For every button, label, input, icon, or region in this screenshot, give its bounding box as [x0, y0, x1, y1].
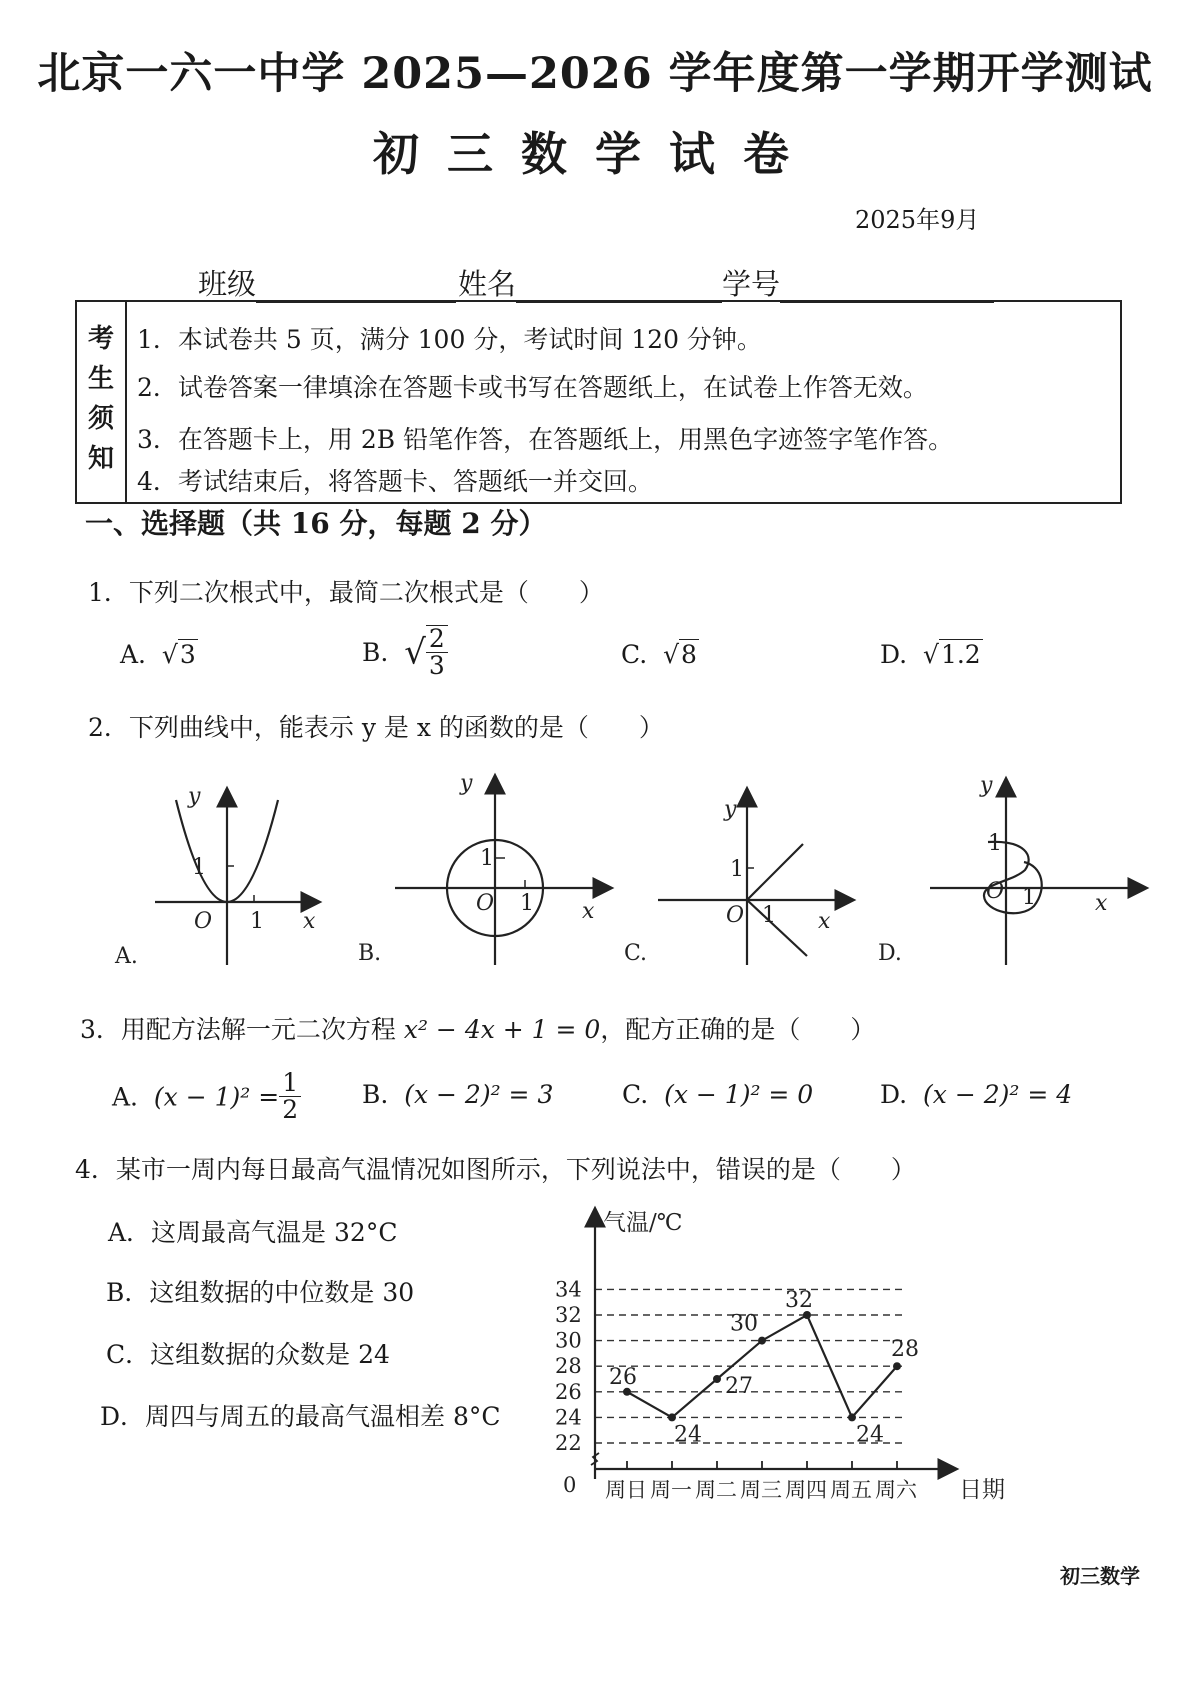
student-id-label: 学号: [722, 267, 781, 301]
chart-y-tick-label: 30: [555, 1328, 582, 1353]
chart-x-tick-label: 周日: [605, 1478, 647, 1502]
chart-y-tick-label: 0: [563, 1473, 577, 1497]
graph-a-x-label: x: [303, 909, 316, 934]
chart-data-label: 24: [674, 1422, 702, 1448]
question-3-stem: 3．用配方法解一元二次方程 x² − 4x + 1 = 0，配方正确的是（ ）: [80, 1015, 876, 1044]
temperature-chart: [555, 1195, 1015, 1515]
graph-c-y-label: y: [724, 797, 737, 822]
exam-subtitle: 初三数学试卷: [373, 127, 817, 181]
graph-d-curve: [930, 780, 1145, 965]
notice-item: 2．试卷答案一律填涂在答题卡或书写在答题纸上，在试卷上作答无效。: [137, 373, 928, 402]
graph-c-rays: [658, 790, 852, 965]
q4-option-c[interactable]: C．这组数据的众数是 24: [106, 1340, 390, 1369]
chart-data-label: 27: [725, 1374, 753, 1399]
question-4-stem: 4．某市一周内每日最高气温情况如图所示，下列说法中，错误的是（ ）: [75, 1155, 916, 1184]
chart-data-point: [713, 1375, 721, 1383]
q2-graphs: [100, 770, 1150, 980]
class-field[interactable]: [198, 262, 456, 303]
chart-data-label: 32: [785, 1288, 813, 1313]
q3-option-d[interactable]: D. (x − 2)² = 4: [880, 1080, 1073, 1109]
graph-b-y-label: y: [460, 771, 473, 796]
chart-x-tick-label: 周二: [695, 1478, 737, 1502]
chart-y-tick-label: 26: [555, 1379, 582, 1404]
chart-data-label: 24: [856, 1422, 884, 1448]
chart-x-ticks: [605, 1461, 918, 1502]
graph-b-one-label: 1: [480, 846, 494, 871]
chart-y-tick-label: 34: [555, 1277, 582, 1302]
notice-box: [75, 300, 1122, 504]
graph-b-x-label: x: [582, 899, 595, 924]
chart-y-tick-label: 22: [555, 1431, 582, 1455]
graph-c-one-label: 1: [730, 857, 744, 882]
question-1-stem: 1．下列二次根式中，最简二次根式是（ ）: [88, 578, 604, 607]
q3-equation: x² − 4x + 1 = 0: [403, 1015, 601, 1044]
q2-option-c: C.: [624, 941, 648, 966]
graph-b-origin: O: [476, 891, 495, 916]
exam-date: 2025年9月: [855, 206, 980, 234]
exam-title: 北京一六一中学 2025—2026 学年度第一学期开学测试: [37, 49, 1153, 99]
graph-a-parabola: [155, 790, 318, 965]
notice-item: 4．考试结束后，将答题卡、答题纸一并交回。: [137, 467, 653, 496]
chart-data-label: 30: [730, 1311, 758, 1337]
chart-data-point: [848, 1413, 856, 1421]
chart-data-labels: [609, 1288, 919, 1447]
q1-option-c[interactable]: C. √8: [621, 640, 697, 669]
chart-y-label: 气温/℃: [603, 1210, 683, 1236]
graph-a-y-label: y: [188, 784, 201, 809]
chart-y-ticks: [555, 1277, 582, 1497]
graph-b-one-x: 1: [520, 891, 534, 916]
q3-option-b[interactable]: B. (x − 2)² = 3: [362, 1080, 554, 1109]
graph-d-one-x: 1: [1022, 885, 1036, 910]
notice-label: 考 生 须 知: [77, 302, 127, 502]
page-footer: 初三数学: [1060, 1564, 1140, 1588]
graph-c-x-label: x: [818, 909, 831, 934]
chart-x-label: 日期: [959, 1477, 1005, 1503]
q1-option-d[interactable]: D. √1.2: [880, 640, 981, 669]
q3-option-a[interactable]: A. (x − 1)² = $\frac{1}{2}$: [112, 1070, 301, 1124]
q3-option-c[interactable]: C. (x − 1)² = 0: [622, 1080, 814, 1109]
chart-x-tick-label: 周六: [875, 1478, 917, 1502]
q1-option-a[interactable]: A. √3: [120, 640, 196, 669]
chart-y-tick-label: 28: [555, 1354, 582, 1379]
chart-data-point: [758, 1337, 766, 1345]
q2-option-d: D.: [878, 941, 902, 966]
chart-x-tick-label: 周一: [650, 1478, 692, 1502]
student-id-field[interactable]: [722, 262, 994, 303]
q2-option-b: B.: [358, 941, 382, 966]
q4-option-b[interactable]: B．这组数据的中位数是 30: [106, 1278, 415, 1307]
name-field[interactable]: [458, 262, 722, 303]
graph-b-circle: [395, 777, 610, 965]
notice-item: 1．本试卷共 5 页，满分 100 分，考试时间 120 分钟。: [137, 325, 762, 354]
chart-y-tick-label: 32: [555, 1303, 582, 1327]
graph-d-one-label: 1: [988, 831, 1002, 856]
chart-data-label: 28: [891, 1337, 919, 1363]
class-label: 班级: [198, 267, 257, 301]
q1-option-b[interactable]: B. √ $\frac{2}{3}$: [362, 625, 448, 680]
chart-x-tick-label: 周三: [740, 1478, 782, 1502]
graph-d-x-label: x: [1095, 891, 1108, 916]
notice-item: 3．在答题卡上，用 2B 铅笔作答，在答题纸上，用黑色字迹签字笔作答。: [137, 425, 954, 454]
question-2-stem: 2．下列曲线中，能表示 y 是 x 的函数的是（ ）: [88, 713, 664, 742]
chart-data-point: [893, 1362, 901, 1370]
chart-data-label: 26: [609, 1364, 637, 1390]
name-label: 姓名: [458, 267, 517, 301]
graph-d-y-label: y: [980, 773, 993, 798]
chart-x-tick-label: 周五: [830, 1478, 872, 1502]
axis-break-mark: [591, 1453, 599, 1465]
chart-data-point: [668, 1413, 676, 1421]
graph-a-one-x: 1: [250, 909, 264, 934]
chart-x-tick-label: 周四: [785, 1478, 827, 1502]
graph-c-origin: O: [726, 903, 745, 928]
chart-y-tick-label: 24: [555, 1405, 582, 1430]
graph-a-origin: O: [194, 909, 213, 934]
graph-d-origin: O: [986, 879, 1005, 904]
q4-option-a[interactable]: A．这周最高气温是 32°C: [108, 1218, 398, 1247]
q4-option-d[interactable]: D．周四与周五的最高气温相差 8°C: [100, 1402, 501, 1431]
section-heading: 一、选择题（共 16 分，每题 2 分）: [85, 507, 547, 540]
q2-option-a: A.: [115, 944, 138, 969]
graph-a-one-label: 1: [192, 855, 206, 880]
graph-c-one-x: 1: [762, 903, 776, 928]
